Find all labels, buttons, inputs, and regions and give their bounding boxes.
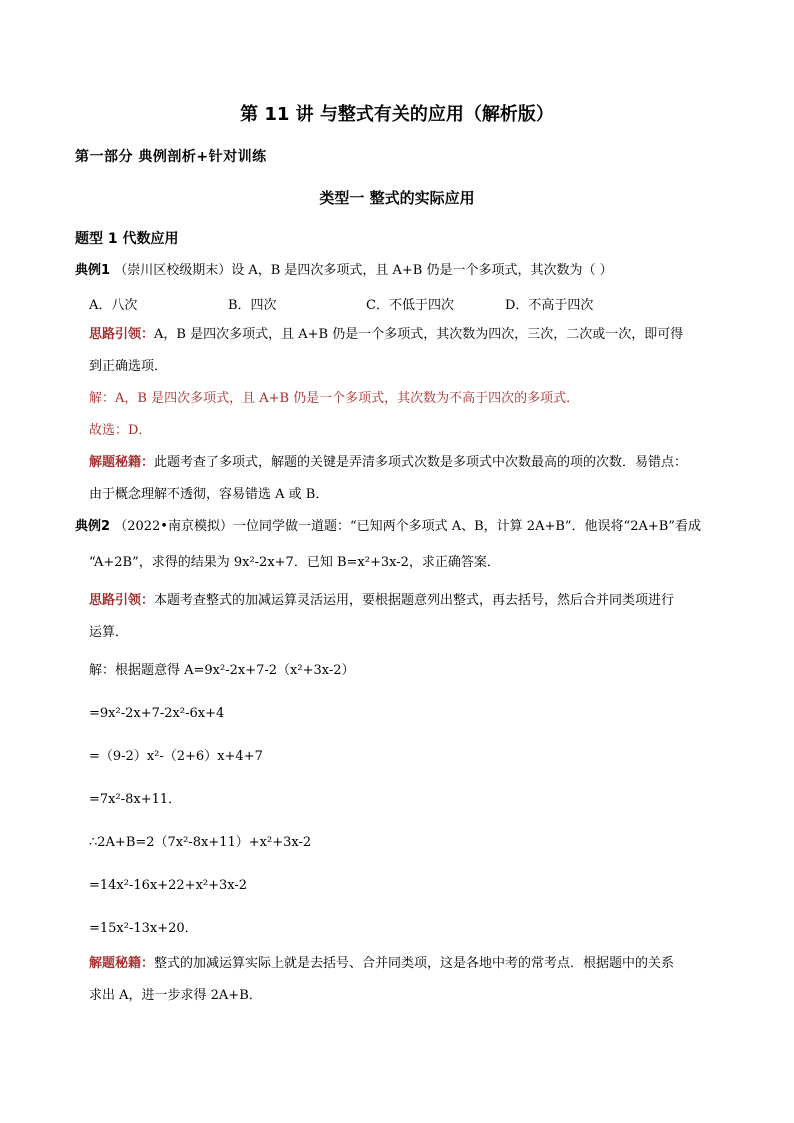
- lesson-title: 第 11 讲 与整式有关的应用（解析版）: [240, 104, 554, 125]
- example1-secret-label: 解题秘籍：: [89, 455, 155, 470]
- example1-answer: 故选：D．: [89, 423, 152, 438]
- example2-step-4: =7x²-8x+11．: [89, 792, 182, 807]
- example1-secret-text: 此题考查了多项式，解题的关键是弄清多项式次数是多项式中次数最高的项的次数．易错点：: [154, 455, 688, 470]
- example2-stem-line1: [75, 518, 701, 536]
- example2-stem-text: （2022•南京模拟）一位同学做一道题：“已知两个多项式 A、B，计算 2A+B”．他误将“2A+B”看成: [114, 519, 701, 534]
- example1-hint-text: A，B 是四次多项式，且 A+B 仍是一个多项式，其次数为四次，三次，二次或一次，即可得: [154, 327, 684, 342]
- example2-stem-line2: “A+2B”，求得的结果为 9x²-2x+7．已知 B=x²+3x-2，求正确答案．: [89, 555, 500, 570]
- example2-step-1: 解：根据题意得 A=9x²-2x+7-2（x²+3x-2）: [89, 663, 355, 678]
- part-heading: 第一部分 典例剖析+针对训练: [75, 149, 267, 165]
- type-heading: 类型一 整式的实际应用: [319, 189, 475, 207]
- example1-option-b: B．四次: [228, 298, 277, 313]
- example1-option-d: D．不高于四次: [505, 298, 594, 313]
- example1-label: 典例1: [75, 263, 111, 278]
- example2-label: 典例2: [75, 519, 111, 534]
- example2-step-2: =9x²-2x+7-2x²-6x+4: [89, 706, 225, 721]
- example1-solution: 解：A，B 是四次多项式，且 A+B 仍是一个多项式，其次数为不高于四次的多项式．: [89, 391, 580, 406]
- example2-hint-line2: 运算．: [89, 625, 129, 640]
- example2-secret-label: 解题秘籍：: [89, 956, 155, 971]
- example2-step-6: =14x²-16x+22+x²+3x-2: [89, 878, 248, 893]
- example1-option-a: A．八次: [89, 298, 138, 313]
- example2-secret-line2: 求出 A，进一步求得 2A+B．: [89, 988, 262, 1003]
- example2-hint-line1: [89, 592, 674, 610]
- example1-hint-label: 思路引领：: [89, 327, 155, 342]
- example2-secret-line1: [89, 955, 674, 973]
- example2-step-3: =（9-2）x²-（2+6）x+4+7: [89, 749, 263, 764]
- example2-step-5: ∴2A+B=2（7x²-8x+11）+x²+3x-2: [89, 835, 312, 850]
- example2-hint-label: 思路引领：: [89, 593, 155, 608]
- example1-hint-line2: 到正确选项．: [89, 359, 168, 374]
- example1-hint-line1: [89, 326, 683, 344]
- example1-stem: （崇川区校级期末）设 A，B 是四次多项式，且 A+B 仍是一个多项式，其次数为（ ）: [114, 263, 613, 278]
- example2-secret-text: 整式的加减运算实际上就是去括号、合并同类项，这是各地中考的常考点．根据题中的关系: [154, 956, 675, 971]
- example1-secret-line1: [89, 454, 687, 472]
- example1-stem-line: [75, 262, 613, 280]
- example1-secret-line2: 由于概念理解不透彻，容易错选 A 或 B．: [89, 487, 329, 502]
- example2-hint-text: 本题考查整式的加减运算灵活运用，要根据题意列出整式，再去括号，然后合并同类项进行: [154, 593, 675, 608]
- example1-option-c: C．不低于四次: [366, 298, 454, 313]
- question-type-heading: 题型 1 代数应用: [75, 231, 179, 247]
- example2-step-7: =15x²-13x+20．: [89, 921, 198, 936]
